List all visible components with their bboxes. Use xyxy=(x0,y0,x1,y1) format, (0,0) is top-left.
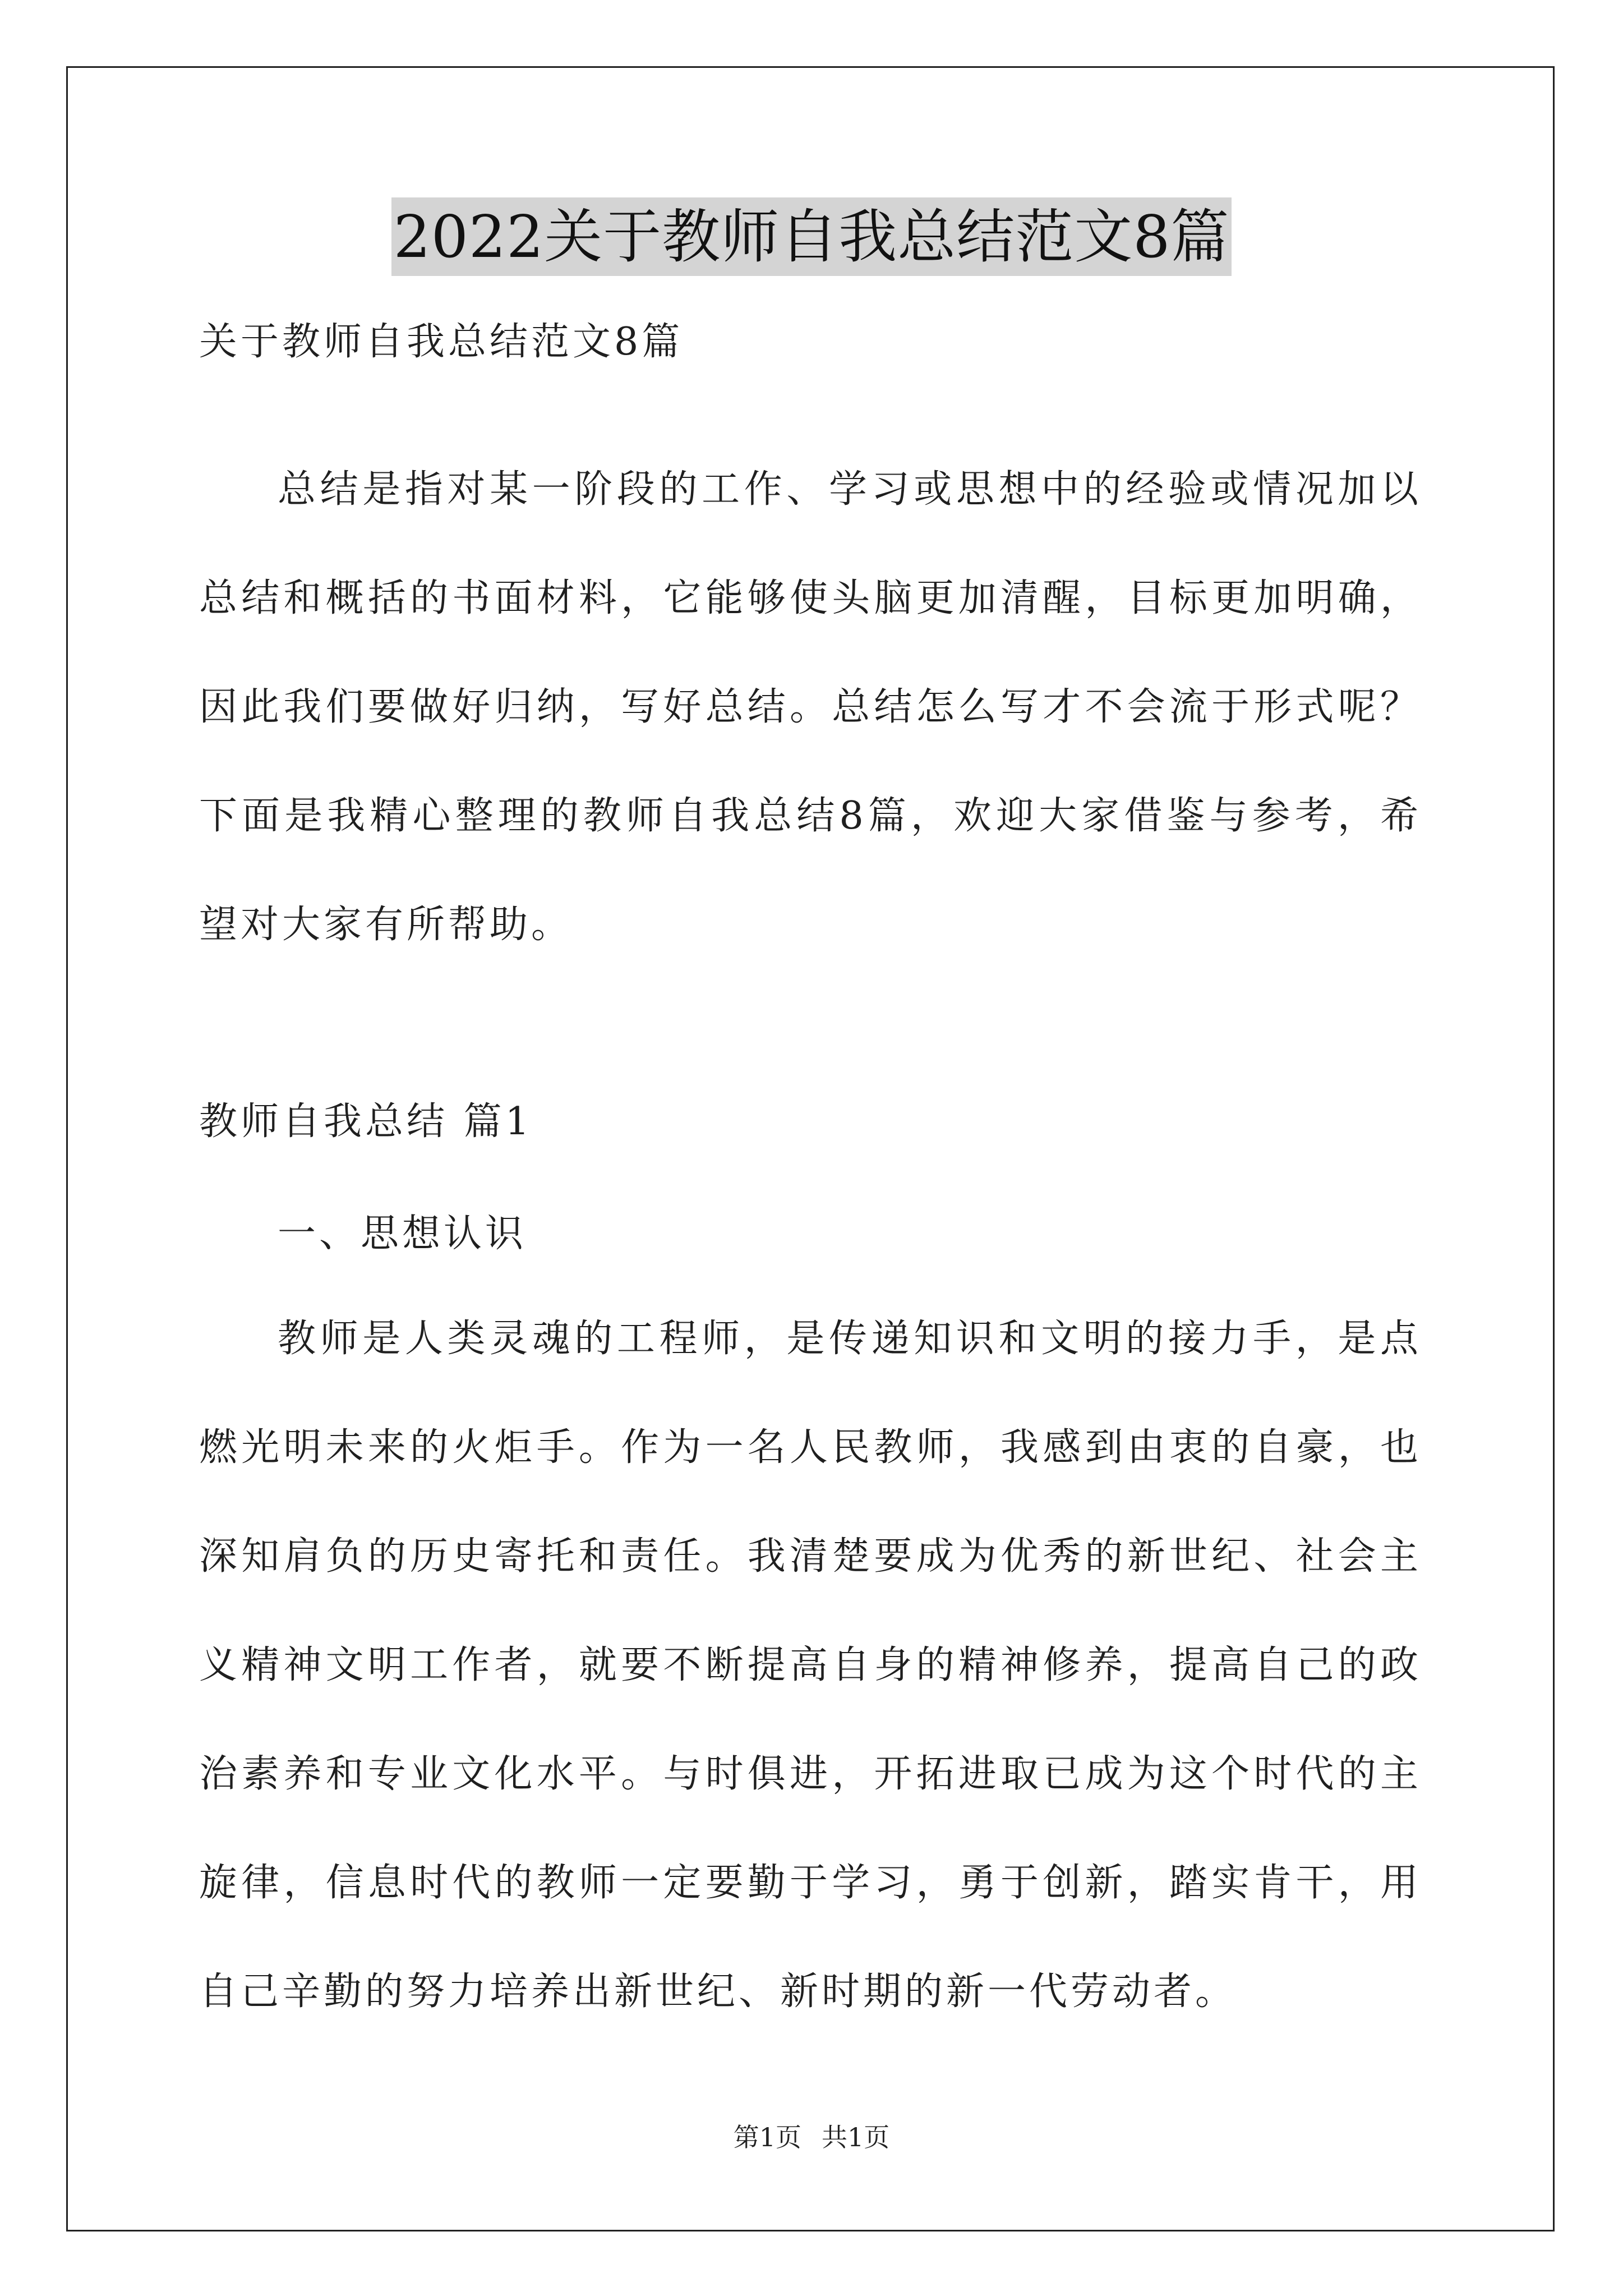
document-title: 2022关于教师自我总结范文8篇 xyxy=(391,197,1232,276)
sub-heading: 一、思想认识 xyxy=(278,1212,527,1256)
body-paragraph: 教师是人类灵魂的工程师，是传递知识和文明的接力手，是点燃光明未来的火炬手。作为一名人民教师，我感到由衷的自豪，也深知肩负的历史寄托和责任。我清楚要成为优秀的新世纪、社会主义精神文明工作者，就要不断提高自身的精神修养，提高自己的政治素养和专业文化水平。与时俱进，开拓进取已成为这个时代的主旋律，信息时代的教师一定要勤于学习，勇于创新，踏实肯干，用自己辛勤的努力培养出新世纪、新时期的新一代劳动者。 xyxy=(199,1317,1422,2014)
title-container xyxy=(0,197,1623,276)
page-footer xyxy=(0,2120,1623,2154)
page-number-current: 第1页 xyxy=(733,2122,801,2152)
intro-heading: 关于教师自我总结范文8篇 xyxy=(199,320,684,364)
body-paragraph-container xyxy=(199,1285,1422,2046)
intro-paragraph-container xyxy=(199,435,1422,979)
intro-paragraph: 总结是指对某一阶段的工作、学习或思想中的经验或情况加以总结和概括的书面材料，它能够使头脑更加清醒，目标更加明确，因此我们要做好归纳，写好总结。总结怎么写才不会流于形式呢？下面是我精心整理的教师自我总结8篇，欢迎大家借鉴与参考，希望对大家有所帮助。 xyxy=(199,467,1422,947)
section-heading: 教师自我总结 篇1 xyxy=(199,1099,533,1144)
page-number-total: 共1页 xyxy=(822,2122,890,2152)
